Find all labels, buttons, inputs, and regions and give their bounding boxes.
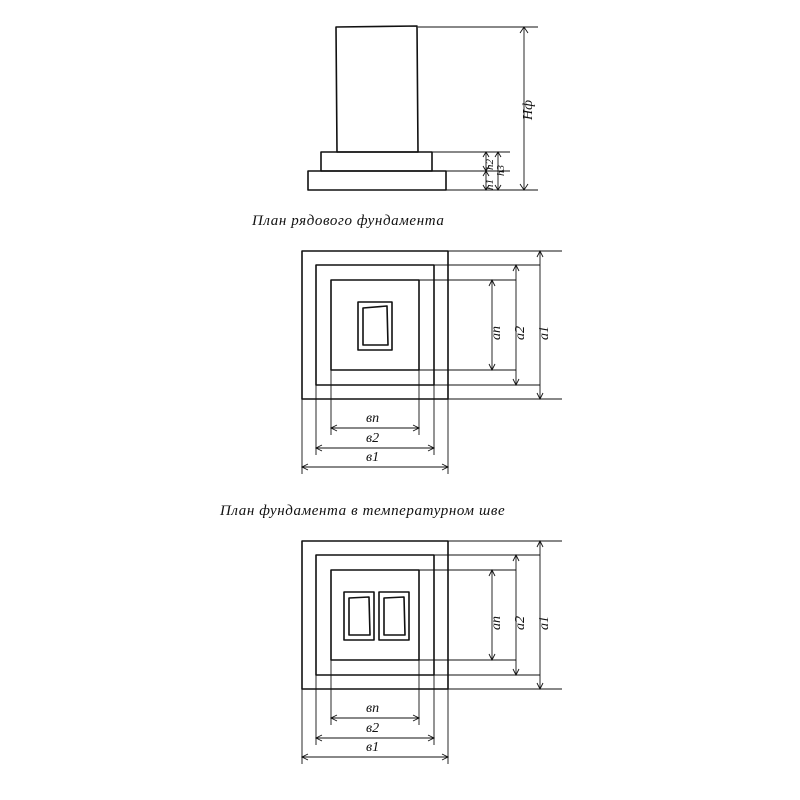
elevation-dimensions (418, 27, 538, 190)
label-plan2-width-mid: в2 (366, 721, 380, 736)
plan-ordinary-view (302, 251, 448, 399)
caption-plan-ordinary: План рядового фундамента (252, 213, 445, 229)
footing-step-top (321, 152, 432, 171)
footing-step-base (308, 171, 446, 190)
label-plan1-depth-mid: а2 (513, 326, 528, 340)
plan1-socket-inner (363, 306, 388, 345)
plan1-outline-outer (302, 251, 448, 399)
label-elevation-step-a: h1 (484, 179, 496, 190)
label-plan1-depth-inner: ап (489, 326, 504, 340)
label-plan2-depth-outer: а1 (537, 616, 552, 630)
plan2-socket-left-inner (349, 597, 370, 635)
plan-joint-view (302, 541, 448, 689)
label-plan1-depth-outer: а1 (537, 326, 552, 340)
label-plan2-depth-mid: а2 (513, 616, 528, 630)
plan-joint-dimensions (302, 541, 562, 764)
label-plan2-width-outer: в1 (366, 740, 380, 755)
label-plan1-width-outer: в1 (366, 450, 380, 465)
label-elevation-height-total: Нф (521, 99, 536, 120)
plan2-outline-outer (302, 541, 448, 689)
plan1-outline-inner (331, 280, 419, 370)
label-plan2-width-inner: вп (366, 701, 380, 716)
caption-plan-joint: План фундамента в температурном шве (220, 503, 506, 519)
label-plan2-depth-inner: ап (489, 616, 504, 630)
elevation-view (308, 26, 446, 190)
label-plan1-width-mid: в2 (366, 431, 380, 446)
plan2-socket-right-inner (384, 597, 405, 635)
label-elevation-step-b: h2 (484, 159, 496, 170)
plan1-outline-mid (316, 265, 434, 385)
plan-ordinary-dimensions (302, 251, 562, 474)
plan2-outline-mid (316, 555, 434, 675)
column-shaft (336, 26, 418, 152)
label-elevation-step-c: h3 (495, 165, 507, 176)
label-plan1-width-inner: вп (366, 411, 380, 426)
